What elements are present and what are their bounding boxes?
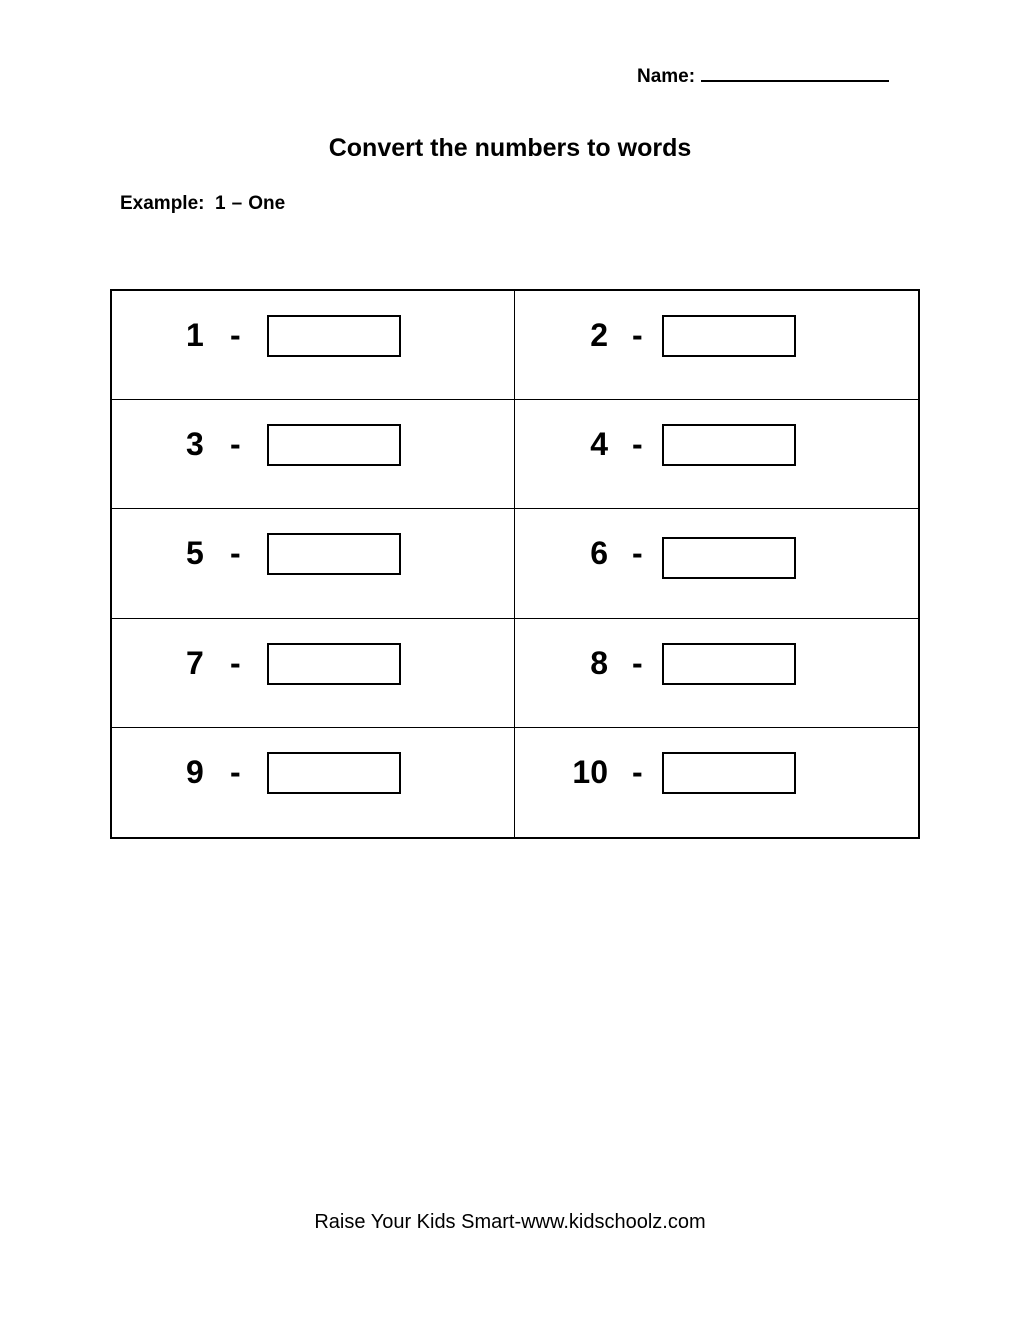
exercise-dash: - xyxy=(632,426,643,463)
exercise-dash: - xyxy=(632,535,643,572)
exercise-number: 3 xyxy=(186,426,204,463)
exercise-dash: - xyxy=(632,753,643,790)
exercise-number: 6 xyxy=(590,535,608,572)
exercise-cell xyxy=(112,509,515,618)
exercise-number: 1 xyxy=(186,317,204,353)
exercise-cell xyxy=(515,728,918,837)
exercise-number: 9 xyxy=(186,753,204,790)
answer-box[interactable] xyxy=(267,315,401,357)
answer-box[interactable] xyxy=(662,643,796,685)
exercise-cell xyxy=(112,619,515,728)
exercise-number: 2 xyxy=(590,317,608,353)
exercise-number: 4 xyxy=(590,426,608,463)
exercise-cell xyxy=(515,400,918,509)
page-title: Convert the numbers to words xyxy=(328,134,692,162)
exercise-cell xyxy=(515,291,918,400)
exercise-cell xyxy=(515,619,918,728)
name-label: Name: xyxy=(637,66,696,87)
exercise-dash: - xyxy=(230,317,241,353)
example-word: One xyxy=(248,193,286,214)
answer-box[interactable] xyxy=(267,424,401,466)
example-label: Example: xyxy=(120,193,205,214)
answer-box[interactable] xyxy=(662,424,796,466)
exercise-dash: - xyxy=(230,644,241,681)
answer-box[interactable] xyxy=(267,752,401,794)
answer-box[interactable] xyxy=(662,752,796,794)
example-number: 1 xyxy=(215,193,226,214)
exercise-cell xyxy=(112,291,515,400)
exercise-cell xyxy=(515,509,918,618)
exercise-dash: - xyxy=(230,535,241,572)
exercise-cell xyxy=(112,400,515,509)
exercise-dash: - xyxy=(632,317,643,353)
answer-box[interactable] xyxy=(267,643,401,685)
exercise-dash: - xyxy=(230,426,241,463)
answer-box[interactable] xyxy=(662,315,796,357)
exercise-number: 8 xyxy=(590,644,608,681)
answer-box[interactable] xyxy=(662,537,796,579)
footer-credit: Raise Your Kids Smart-www.kidschoolz.com xyxy=(314,1211,706,1233)
exercise-dash: - xyxy=(632,644,643,681)
name-underline[interactable] xyxy=(701,62,889,82)
name-field xyxy=(637,62,889,88)
exercise-grid xyxy=(110,289,920,839)
exercise-number: 7 xyxy=(186,644,204,681)
example-line xyxy=(120,193,285,215)
example-separator: – xyxy=(231,193,243,214)
exercise-number: 5 xyxy=(186,535,204,572)
exercise-dash: - xyxy=(230,753,241,790)
answer-box[interactable] xyxy=(267,533,401,575)
exercise-number: 10 xyxy=(572,753,608,790)
exercise-cell xyxy=(112,728,515,837)
